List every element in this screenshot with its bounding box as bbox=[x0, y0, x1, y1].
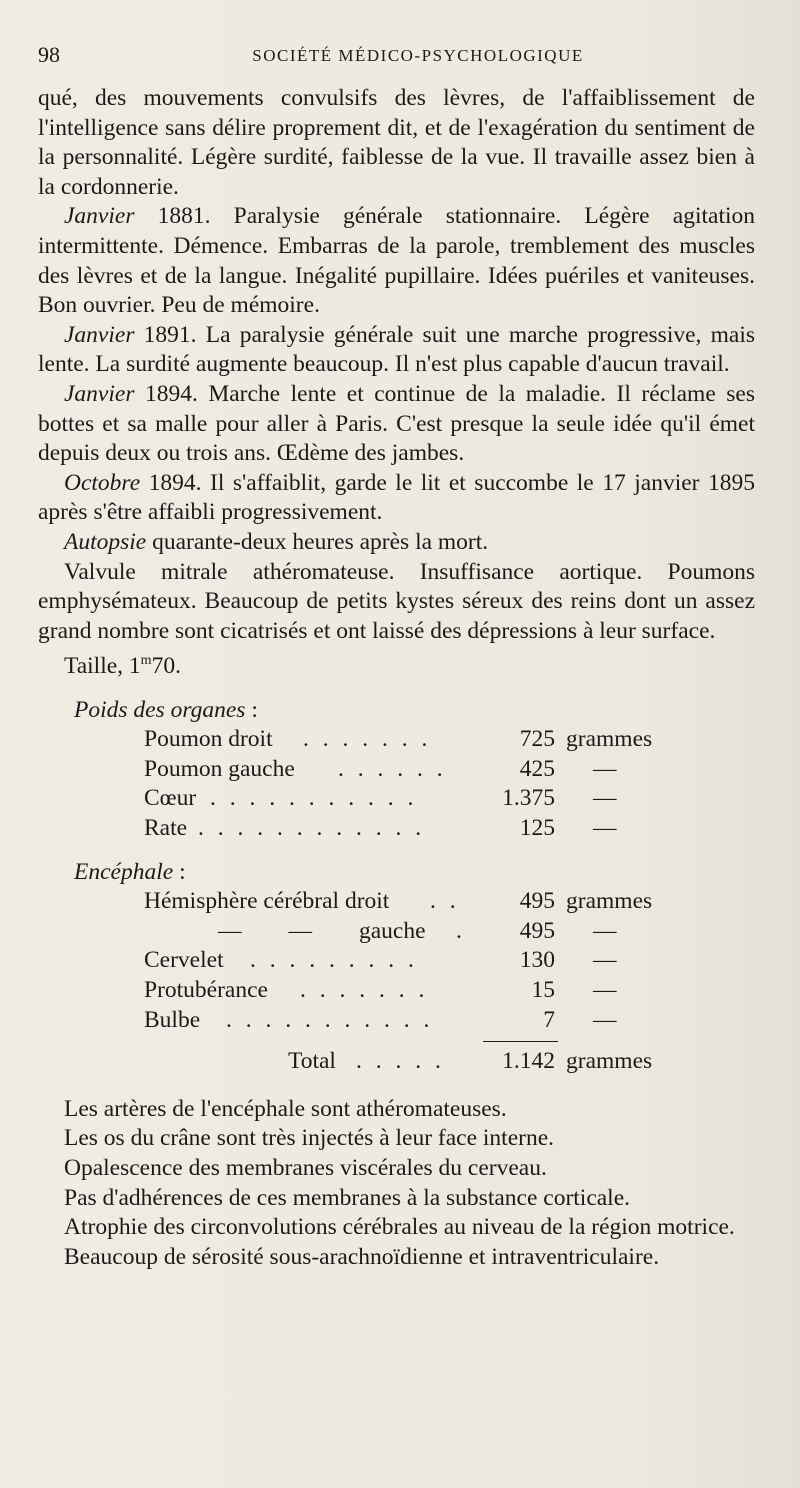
paragraph-janvier-1894 bbox=[38, 380, 755, 469]
page-number: 98 bbox=[38, 42, 60, 67]
paragraph-janvier-1891 bbox=[38, 321, 755, 380]
leader-dots: . . . . . . . . . . . bbox=[210, 785, 418, 812]
leader-dots: . . . . . . bbox=[338, 755, 447, 782]
organ-label: Poumon gauche bbox=[144, 755, 295, 782]
leader-dots: . . . . . bbox=[356, 1048, 445, 1075]
paragraph-text: 1894. Marche lente et continue de la maladie. Il réclame ses bottes et sa malle pour aller à Paris. C'est presque la seule idée qu'il émet depuis deux ou trois ans. Œdème des jambes. bbox=[38, 380, 755, 467]
total-unit: grammes bbox=[566, 1048, 653, 1075]
leader-dots: . . . . . . . . . bbox=[250, 947, 418, 974]
paragraph-taille bbox=[38, 646, 755, 681]
organ-value: 495 bbox=[519, 888, 555, 915]
paragraph-autopsie bbox=[38, 528, 755, 558]
organ-label: Hémisphère cérébral droit bbox=[144, 888, 390, 915]
running-title: SOCIÉTÉ MÉDICO-PSYCHOLOGIQUE bbox=[252, 46, 584, 65]
date-label: Janvier bbox=[64, 380, 135, 407]
autopsie-label: Autopsie bbox=[64, 528, 147, 555]
table-row bbox=[38, 917, 755, 947]
table-row bbox=[38, 976, 755, 1006]
finding-adherences: Pas d'adhérences de ces membranes à la substance corticale. bbox=[64, 1184, 631, 1211]
finding-atrophie: Atrophie des circonvolutions cérébrales au niveau de la région motrice. bbox=[64, 1214, 735, 1241]
taille-value: 70. bbox=[151, 653, 181, 680]
organ-value: 125 bbox=[519, 815, 555, 842]
taille-text: Taille, 1 bbox=[64, 653, 141, 680]
date-label: Octobre bbox=[64, 469, 141, 496]
organ-unit: — bbox=[593, 785, 617, 812]
organ-label: Protubérance bbox=[144, 977, 268, 1004]
organ-label: Cervelet bbox=[144, 947, 224, 974]
finding-os-crane: Les os du crâne sont très injectés à leur face interne. bbox=[64, 1125, 555, 1152]
organ-value: 495 bbox=[519, 917, 555, 944]
organ-unit: grammes bbox=[566, 726, 653, 753]
table-row bbox=[38, 946, 755, 976]
table-row bbox=[38, 725, 755, 755]
organ-unit: grammes bbox=[566, 888, 653, 915]
leader-dots: . . . . . . . bbox=[303, 726, 432, 753]
finding-arteres: Les artères de l'encéphale sont athéromateuses. bbox=[64, 1095, 507, 1122]
leader-dots: . . . . . . . . . . . . bbox=[198, 815, 426, 842]
leader-dots: . bbox=[456, 917, 466, 944]
organ-label: Bulbe bbox=[144, 1006, 201, 1033]
leader-dots: . . bbox=[430, 888, 460, 915]
date-label: Janvier bbox=[64, 321, 135, 348]
table-row bbox=[38, 784, 755, 814]
table-row bbox=[38, 814, 755, 844]
paragraph-text: 1881. Paralysie générale stationnaire. Légère agitation intermittente. Démence. Embarras de la parole, tremblement des muscles des lèvres et de la langue. Inégalité pupillaire. Idées puériles et vaniteuses. Bon ouvrier. Peu de mémoire. bbox=[38, 203, 755, 319]
page-header bbox=[38, 42, 758, 72]
paragraph-janvier-1881 bbox=[38, 202, 755, 320]
finding-serosite: Beaucoup de sérosité sous-arachnoïdienne et intraventriculaire. bbox=[64, 1243, 660, 1270]
encephale-colon: : bbox=[173, 858, 186, 885]
paragraph-text: quarante-deux heures après la mort. bbox=[146, 528, 489, 555]
total-rule bbox=[483, 1041, 558, 1042]
organ-unit: — bbox=[593, 1006, 617, 1033]
organ-unit: — bbox=[593, 917, 617, 944]
page-body bbox=[38, 84, 755, 1272]
organ-value: 725 bbox=[519, 726, 555, 753]
finding-opalescence: Opalescence des membranes viscérales du cerveau. bbox=[64, 1155, 547, 1182]
organs-heading bbox=[38, 696, 755, 726]
total-label: Total bbox=[288, 1048, 336, 1075]
organ-value: 1.375 bbox=[502, 785, 555, 812]
organ-label: — — gauche bbox=[218, 917, 426, 944]
organ-value: 7 bbox=[543, 1006, 555, 1033]
leader-dots: . . . . . . . . . . . bbox=[226, 1006, 434, 1033]
encephale-heading bbox=[38, 858, 755, 888]
taille-unit: m bbox=[140, 653, 152, 669]
table-row bbox=[38, 887, 755, 917]
organ-unit: — bbox=[593, 977, 617, 1004]
encephale-title: Encéphale bbox=[74, 858, 174, 885]
paragraph-octobre-1894 bbox=[38, 469, 755, 528]
paragraph-continuation: qué, des mouvements convulsifs des lèvres, de l'affaiblissement de l'intelligence sans délire proprement dit, et de l'exagération du sentiment de la personnalité. Légère surdité, faiblesse de la vue. Il travaille assez bien à la cordonnerie. bbox=[38, 85, 755, 200]
organ-value: 425 bbox=[519, 755, 555, 782]
table-row bbox=[38, 755, 755, 785]
paragraph-valvule: Valvule mitrale athéromateuse. Insuffisance aortique. Poumons emphysémateux. Beaucoup de petits kystes séreux des reins dont un assez grand nombre sont cicatrisés et ont laissé des dépressions à leur surface. bbox=[38, 558, 755, 644]
encephale-table bbox=[38, 887, 755, 1077]
total-rule-row bbox=[38, 1035, 755, 1047]
paragraph-text: 1894. Il s'affaiblit, garde le lit et succombe le 17 janvier 1895 après s'être affaibli progressivement. bbox=[38, 469, 755, 526]
organ-value: 15 bbox=[531, 977, 555, 1004]
total-value: 1.142 bbox=[502, 1048, 555, 1075]
organ-label: Rate bbox=[144, 815, 188, 842]
organ-label: Poumon droit bbox=[144, 726, 273, 753]
organs-table bbox=[38, 725, 755, 843]
table-row bbox=[38, 1006, 755, 1036]
organ-unit: — bbox=[593, 815, 617, 842]
organs-colon: : bbox=[245, 696, 258, 723]
total-row bbox=[38, 1047, 755, 1077]
organ-unit: — bbox=[593, 947, 617, 974]
organ-unit: — bbox=[593, 755, 617, 782]
organs-title: Poids des organes bbox=[74, 696, 246, 723]
paragraph-text: 1891. La paralysie générale suit une marche progressive, mais lente. La surdité augmente beaucoup. Il n'est plus capable d'aucun travail. bbox=[38, 321, 755, 378]
organ-label: Cœur bbox=[144, 785, 197, 812]
organ-value: 130 bbox=[519, 947, 555, 974]
date-label: Janvier bbox=[64, 203, 135, 230]
leader-dots: . . . . . . . bbox=[300, 977, 429, 1004]
